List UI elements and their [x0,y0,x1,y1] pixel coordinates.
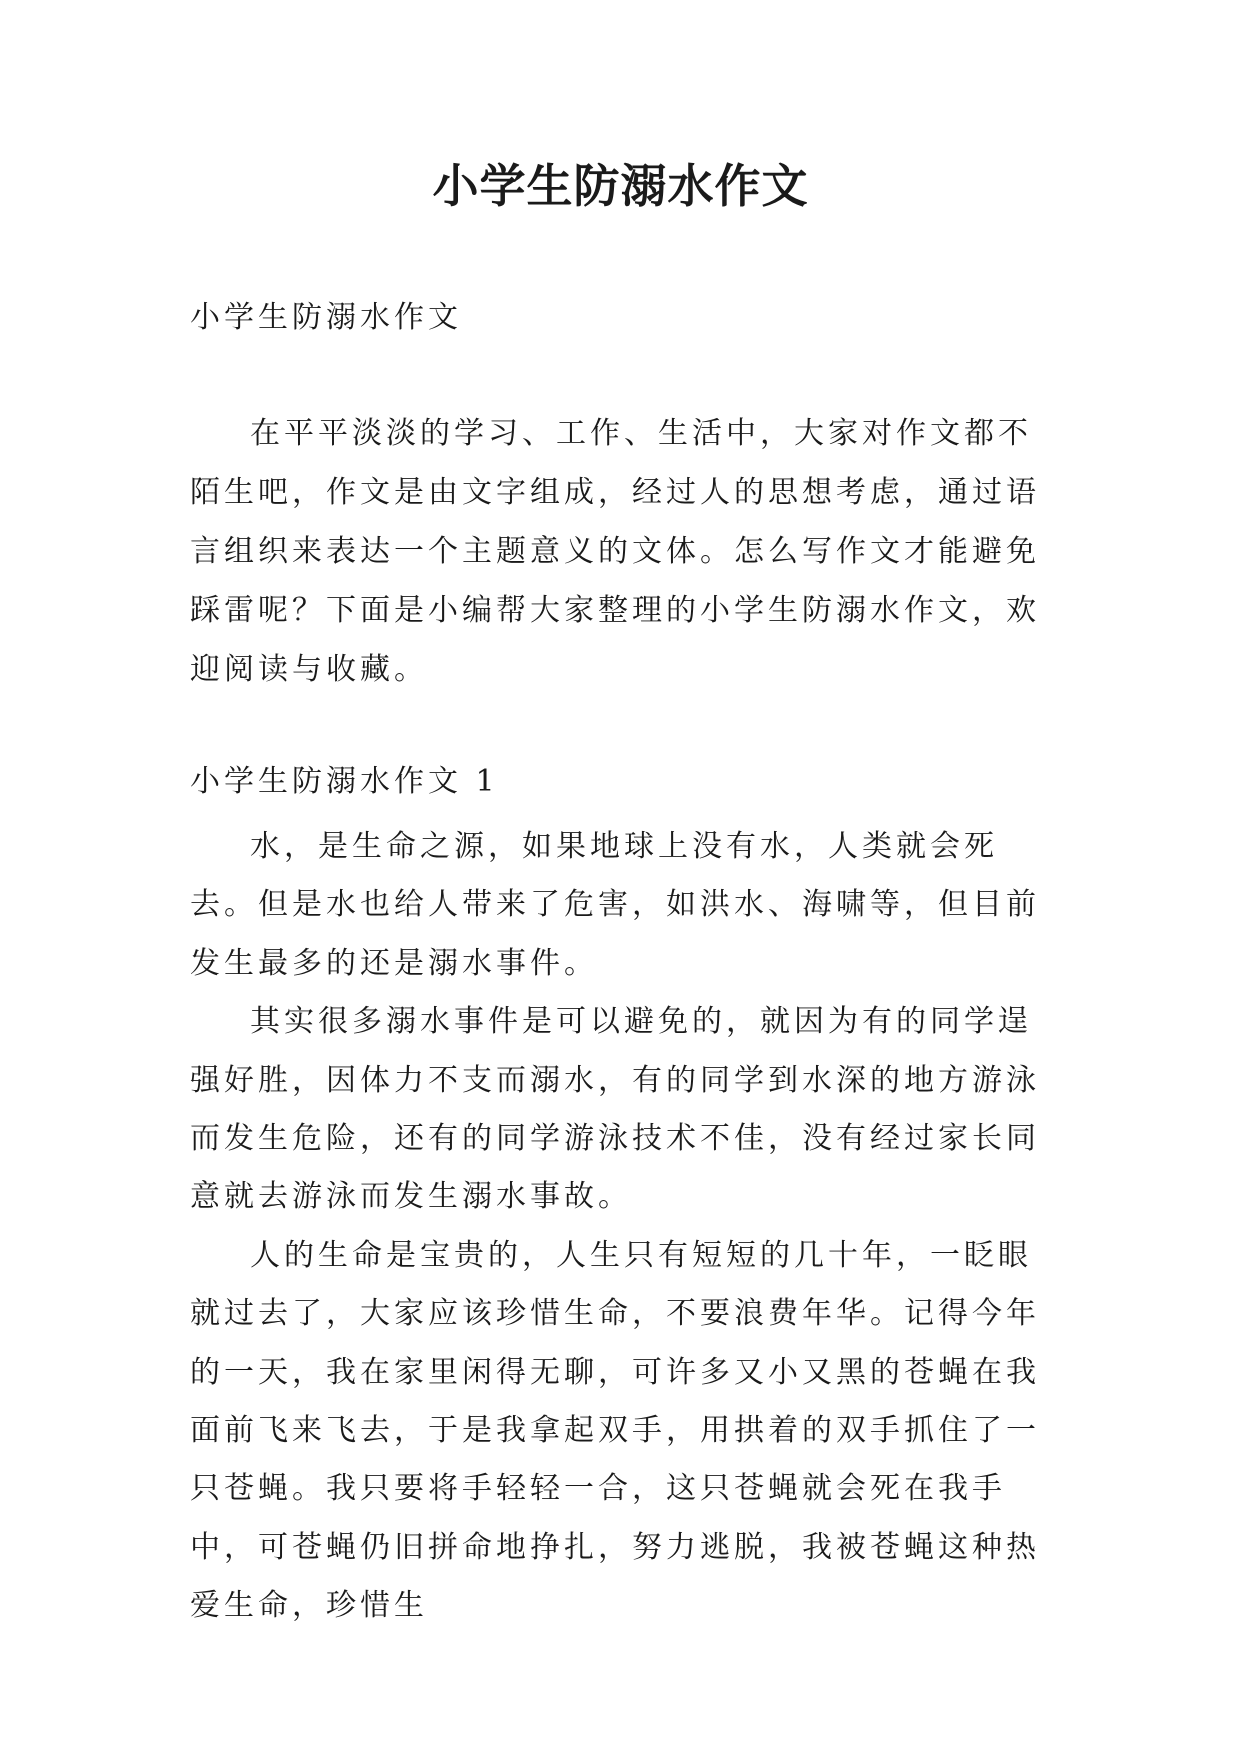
document-title: 小学生防溺水作文 [432,159,809,213]
intro-paragraph: 在平平淡淡的学习、工作、生活中，大家对作文都不陌生吧，作文是由文字组成，经过人的思想考虑，通过语言组织来表达一个主题意义的文体。怎么写作文才能避免踩雷呢？下面是小编帮大家整理的小学生防溺水作文，欢迎阅读与收藏。 [190,416,1040,687]
section-body [190,818,1058,1636]
document-subtitle: 小学生防溺水作文 [190,300,462,335]
body-paragraph: 水，是生命之源，如果地球上没有水，人类就会死去。但是水也给人带来了危害，如洪水、海啸等，但目前发生最多的还是溺水事件。 [190,829,1040,981]
body-paragraph: 其实很多溺水事件是可以避免的，就因为有的同学逞强好胜，因体力不支而溺水，有的同学到水深的地方游泳而发生危险，还有的同学游泳技术不佳，没有经过家长同意就去游泳而发生溺水事故。 [190,1004,1040,1215]
body-paragraph: 人的生命是宝贵的，人生只有短短的几十年，一眨眼就过去了，大家应该珍惜生命，不要浪费年华。记得今年的一天，我在家里闲得无聊，可许多又小又黑的苍蝇在我面前飞来飞去，于是我拿起双手，用拱着的双手抓住了一只苍蝇。我只要将手轻轻一合，这只苍蝇就会死在我手中，可苍蝇仍旧拼命地挣扎，努力逃脱，我被苍蝇这种热爱生命，珍惜生 [190,1237,1040,1624]
section-heading: 小学生防溺水作文 1 [190,764,499,799]
